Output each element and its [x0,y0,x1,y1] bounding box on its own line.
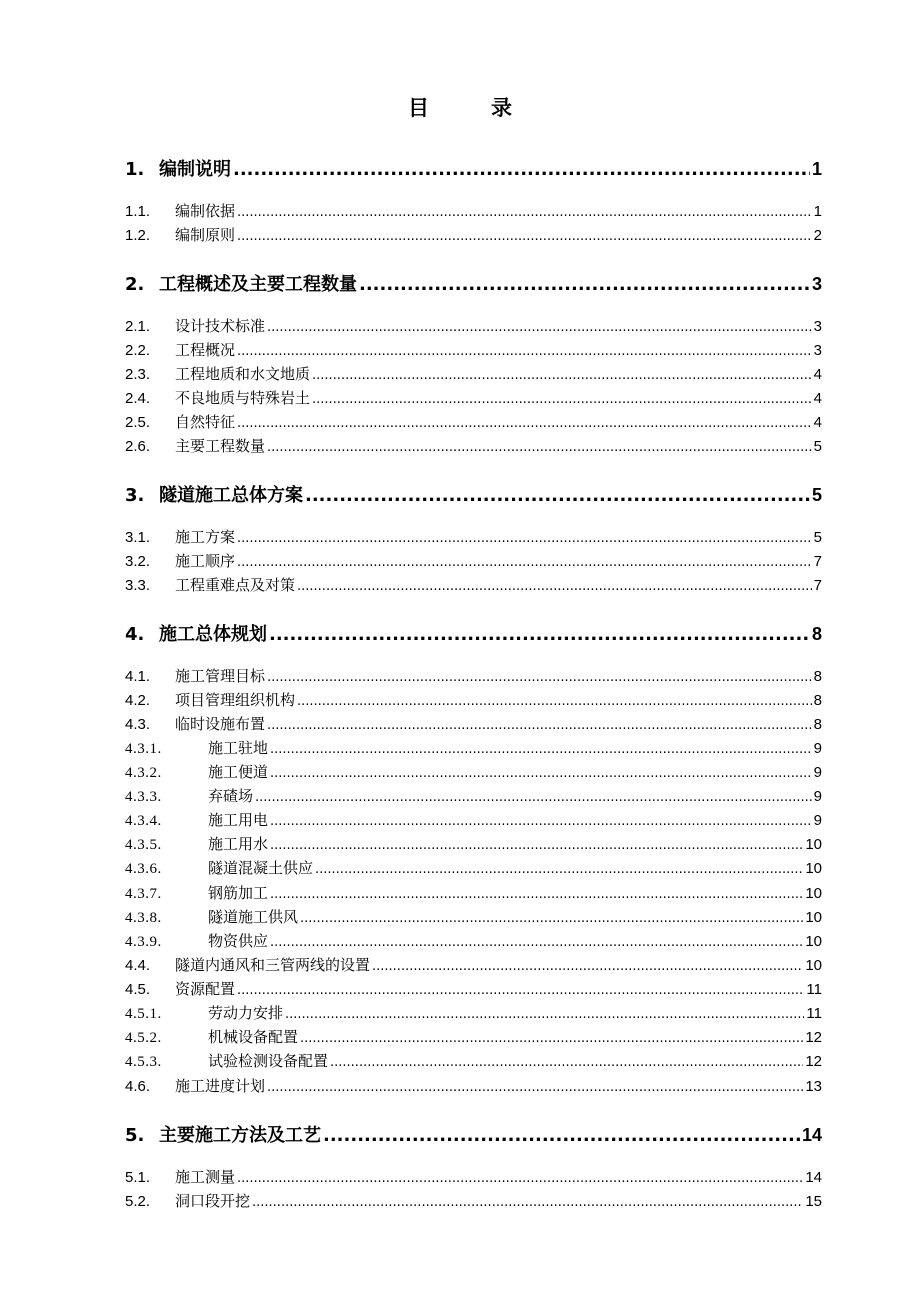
toc-entry[interactable] [125,620,822,646]
toc-entry-number: 2.5. [125,414,151,431]
toc-entry-page: 8 [813,716,822,733]
toc-entry-page: 14 [805,1169,822,1186]
toc-entry[interactable] [125,435,822,457]
toc-entry-title: 编制原则 [175,226,236,244]
toc-entry-number: 4.4. [125,957,151,974]
toc-entry-number: 4.3.5. [125,837,162,853]
toc-entry-page: 15 [805,1193,822,1210]
toc-entry[interactable] [125,930,822,952]
toc-entry-page: 13 [805,1078,822,1095]
toc-entry-number: 1.2. [125,227,151,244]
toc-entry[interactable] [125,155,822,181]
toc-entry[interactable] [125,906,822,928]
toc-entry-title: 自然特征 [175,413,236,431]
toc-entry-title: 编制依据 [175,202,236,220]
toc-entry-number: 3.2. [125,553,151,570]
toc-entry-number: 1.1. [125,203,151,220]
toc-entry-number: 2.2. [125,342,151,359]
toc-entry-page: 10 [805,909,822,926]
toc-dot-leader [270,766,812,781]
toc-dot-leader [359,274,810,295]
toc-entry[interactable] [125,550,822,572]
toc-entry-title: 机械设备配置 [208,1028,299,1046]
toc-entry-number: 4.3.6. [125,861,162,877]
toc-entry-page: 14 [801,1125,822,1145]
toc-entry-title: 施工用水 [208,835,269,853]
toc-entry[interactable] [125,785,822,807]
toc-dot-leader [270,814,812,829]
toc-entry-number: 4.3.4. [125,813,162,829]
toc-entry[interactable] [125,315,822,337]
toc-entry-page: 3 [813,342,822,359]
toc-entry[interactable] [125,224,822,246]
toc-entry-title: 编制说明 [159,159,231,180]
toc-entry-title: 劳动力安排 [208,1004,284,1022]
toc-dot-leader [372,959,803,974]
toc-entry-number: 5. [125,1125,145,1146]
toc-entry-number: 2. [125,274,145,295]
toc-entry-page: 10 [805,885,822,902]
toc-entry-number: 2.1. [125,318,151,335]
toc-dot-leader [330,1055,803,1070]
toc-dot-leader [267,440,812,455]
toc-entry-page: 9 [813,764,822,781]
toc-entry[interactable] [125,689,822,711]
toc-entry-number: 3. [125,485,145,506]
toc-dot-leader [237,229,812,244]
toc-title-char-1: 目 [408,96,429,120]
toc-dot-leader [270,935,803,950]
toc-entry[interactable] [125,200,822,222]
toc-entry[interactable] [125,882,822,904]
toc-entry[interactable] [125,526,822,548]
toc-entry[interactable] [125,1026,822,1048]
toc-entry-page: 11 [806,1005,822,1022]
toc-dot-leader [312,392,812,407]
toc-entry-number: 4.3.2. [125,765,162,781]
toc-entry-page: 12 [805,1029,822,1046]
toc-dot-leader [267,718,812,733]
toc-dot-leader [237,1171,803,1186]
toc-entry[interactable] [125,809,822,831]
toc-entry-page: 9 [813,812,822,829]
toc-entry-title: 工程概述及主要工程数量 [159,274,357,295]
toc-dot-leader [270,887,803,902]
toc-entry-number: 4.5. [125,981,151,998]
toc-entry-number: 1. [125,159,145,180]
toc-dot-leader [267,670,812,685]
toc-entry-page: 1 [811,159,822,179]
toc-entry-title: 施工方案 [175,528,236,546]
toc-entry[interactable] [125,1002,822,1024]
toc-entry-page: 9 [813,788,822,805]
toc-entry-number: 4.3.8. [125,910,162,926]
toc-dot-leader [297,579,812,594]
toc-dot-leader [255,790,812,805]
toc-dot-leader [269,624,810,645]
toc-entry-number: 4.6. [125,1078,151,1095]
toc-entry-page: 10 [805,860,822,877]
toc-title [0,92,920,122]
toc-entry[interactable] [125,833,822,855]
toc-entry-title: 施工用电 [208,811,269,829]
toc-entry-title: 施工管理目标 [175,667,266,685]
toc-dot-leader [237,555,812,570]
toc-dot-leader [285,1007,804,1022]
toc-dot-leader [237,205,812,220]
toc-entry-title: 工程概况 [175,341,236,359]
toc-entry[interactable] [125,761,822,783]
toc-entry-page: 7 [813,553,822,570]
toc-entry[interactable] [125,1190,822,1212]
toc-entry-title: 临时设施布置 [175,715,266,733]
toc-entry[interactable] [125,737,822,759]
toc-entry-number: 4.5.2. [125,1030,162,1046]
toc-dot-leader [270,838,803,853]
toc-entry[interactable] [125,411,822,433]
toc-entry-page: 8 [813,692,822,709]
toc-entry-title: 隧道内通风和三管两线的设置 [175,956,371,974]
toc-entry-number: 4.5.3. [125,1054,162,1070]
toc-entry-number: 3.1. [125,529,151,546]
toc-dot-leader [323,1125,800,1146]
toc-entry-number: 3.3. [125,577,151,594]
toc-entry[interactable] [125,1121,822,1147]
toc-entry-number: 2.6. [125,438,151,455]
toc-dot-leader [267,320,812,335]
toc-entry[interactable] [125,363,822,385]
toc-entry[interactable] [125,978,822,1000]
toc-entry-page: 8 [813,668,822,685]
toc-dot-leader [237,983,804,998]
toc-entry-page: 4 [813,366,822,383]
toc-entry-number: 2.3. [125,366,151,383]
toc-title-char-2: 录 [491,96,512,120]
toc-entry[interactable] [125,1050,822,1072]
toc-entry-number: 4.3.9. [125,934,162,950]
toc-entry[interactable] [125,665,822,687]
toc-entry-title: 不良地质与特殊岩土 [175,389,311,407]
toc-dot-leader [300,911,803,926]
toc-entry-page: 12 [805,1053,822,1070]
toc-entry-title: 隧道施工供风 [208,908,299,926]
toc-entry-page: 10 [805,933,822,950]
toc-entry-number: 4. [125,624,145,645]
toc-entry[interactable] [125,270,822,296]
toc-entry-title: 试验检测设备配置 [208,1052,329,1070]
toc-entry-title: 主要工程数量 [175,437,266,455]
toc-entry-number: 4.2. [125,692,151,709]
toc-dot-leader [315,862,803,877]
toc-entry-number: 4.3.1. [125,741,162,757]
toc-entry-number: 4.3. [125,716,151,733]
toc-entry-title: 洞口段开挖 [175,1192,251,1210]
toc-entry[interactable] [125,574,822,596]
toc-dot-leader [297,694,812,709]
toc-entry-page: 8 [811,624,822,644]
toc-entry-page: 4 [813,390,822,407]
toc-entry-title: 资源配置 [175,980,236,998]
toc-dot-leader [305,485,810,506]
toc-entry-page: 3 [811,274,822,294]
toc-entry-page: 11 [806,981,822,998]
toc-entry-page: 10 [805,957,822,974]
toc-entry-page: 5 [811,485,822,505]
toc-entry[interactable] [125,339,822,361]
toc-entry[interactable] [125,387,822,409]
toc-dot-leader [237,344,812,359]
toc-entry-page: 5 [813,438,822,455]
toc-entry-page: 4 [813,414,822,431]
toc-entry-page: 2 [813,227,822,244]
toc-entry[interactable] [125,1166,822,1188]
toc-entry-title: 工程重难点及对策 [175,576,296,594]
toc-entry-number: 2.4. [125,390,151,407]
toc-entry-page: 5 [813,529,822,546]
toc-entry[interactable] [125,713,822,735]
toc-entry-page: 9 [813,740,822,757]
toc-dot-leader [237,416,812,431]
toc-dot-leader [270,742,812,757]
toc-dot-leader [233,159,810,180]
toc-dot-leader [312,368,812,383]
toc-dot-leader [237,531,812,546]
toc-dot-leader [252,1195,803,1210]
toc-entry-title: 施工测量 [175,1168,236,1186]
toc-entry-title: 弃碴场 [208,787,254,805]
toc-dot-leader [300,1031,803,1046]
toc-entry-number: 5.1. [125,1169,151,1186]
toc-entry-title: 项目管理组织机构 [175,691,296,709]
toc-entry-page: 10 [805,836,822,853]
toc-entry-title: 施工顺序 [175,552,236,570]
toc-entry-title: 主要施工方法及工艺 [159,1125,321,1146]
toc-entry-title: 隧道施工总体方案 [159,485,303,506]
toc-entry-title: 施工进度计划 [175,1077,266,1095]
toc-entry-title: 施工总体规划 [159,624,267,645]
toc-entry[interactable] [125,1075,822,1097]
toc-entry-number: 4.1. [125,668,151,685]
toc-entry-number: 4.3.7. [125,886,162,902]
toc-entry-title: 钢筋加工 [208,884,269,902]
toc-entry[interactable] [125,954,822,976]
toc-entry-page: 3 [813,318,822,335]
toc-entry-title: 工程地质和水文地质 [175,365,311,383]
toc-entry-title: 施工便道 [208,763,269,781]
toc-entry-page: 1 [813,203,822,220]
toc-entry[interactable] [125,857,822,879]
toc-entry-number: 5.2. [125,1193,151,1210]
toc-entry-number: 4.3.3. [125,789,162,805]
toc-entry-title: 隧道混凝土供应 [208,859,314,877]
toc-entry-title: 施工驻地 [208,739,269,757]
toc-entry-number: 4.5.1. [125,1006,162,1022]
toc-entry-title: 物资供应 [208,932,269,950]
toc-entry-page: 7 [813,577,822,594]
toc-dot-leader [267,1080,803,1095]
toc-entry[interactable] [125,481,822,507]
toc-entry-title: 设计技术标准 [175,317,266,335]
